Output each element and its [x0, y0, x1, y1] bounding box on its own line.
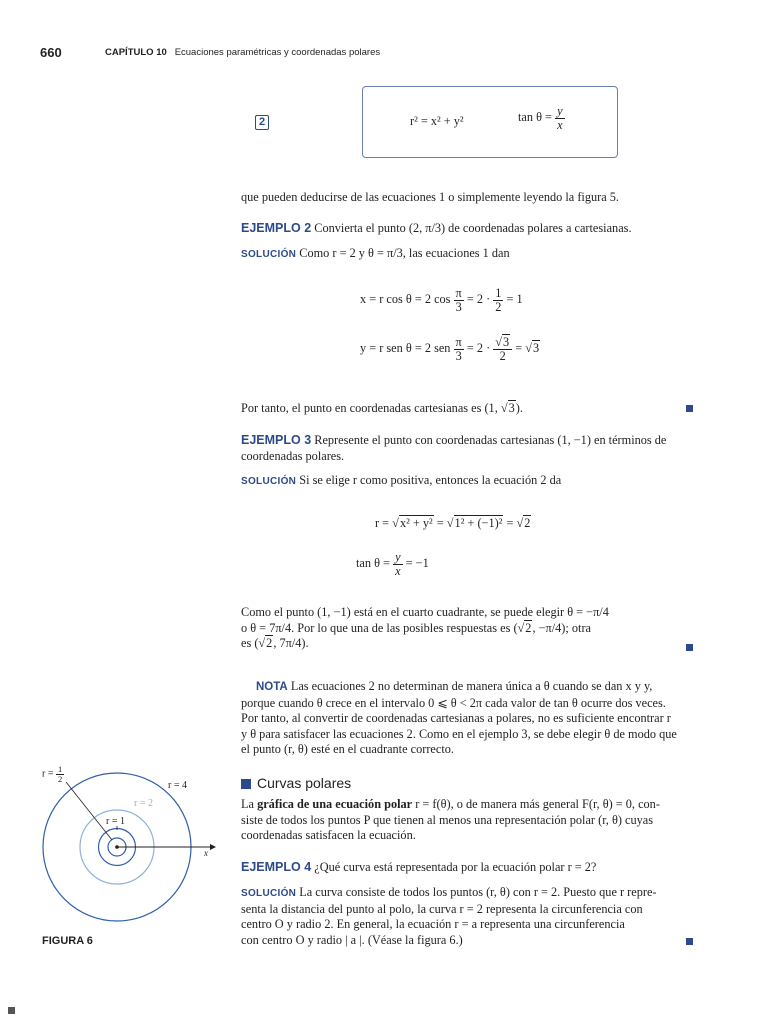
- ejemplo2-solution: [241, 246, 510, 261]
- curvas-line1-post: r = f(θ), o de manera más general F(r, θ) = 0, con-: [415, 797, 660, 811]
- label-r-half: [42, 765, 64, 784]
- ej3-p-line2-pre: o θ = 7π/4. Por lo que una de las posibles respuestas es (: [241, 620, 518, 635]
- tan-lhs: tan θ =: [518, 110, 552, 125]
- eq-x-three: 3: [455, 299, 462, 314]
- equation-number-badge: 2: [255, 115, 269, 130]
- label-x-axis: x: [204, 848, 208, 858]
- tan-num: y: [557, 104, 563, 118]
- ejemplo4-label: EJEMPLO 4: [241, 860, 312, 874]
- nota-line3: Por tanto, al convertir de coordenadas cartesianas a polares, no es suficiente encontrar r: [241, 711, 671, 725]
- eq-tan-den: x: [395, 563, 401, 578]
- label-r2: r = 2: [134, 798, 153, 809]
- eq-tan-num: y: [395, 550, 401, 564]
- eq-y-lhs: y = r sen θ = 2 sen: [360, 341, 451, 356]
- r-half-prefix: r =: [42, 768, 54, 780]
- label-r1: r = 1: [106, 816, 125, 827]
- eq-y-pi: π: [455, 335, 462, 349]
- conclusion-sqrt3: 3: [508, 401, 515, 415]
- ejemplo3-sol-label: SOLUCIÓN: [241, 476, 297, 487]
- curvas-line2: siste de todos los puntos P que tienen al menos una representación polar (r, θ) cuyas: [241, 812, 654, 827]
- ej3-p-line3-post: , 7π/4).: [273, 636, 309, 650]
- chapter-title: Ecuaciones paramétricas y coordenadas polares: [174, 47, 381, 58]
- eq-x-two: 2: [495, 299, 502, 314]
- eq-x-end: = 1: [506, 292, 523, 307]
- nota-paragraph: [241, 679, 701, 758]
- ejemplo3-sol-text: Si se elige r como positiva, entonces la ecuación 2 da: [299, 473, 562, 487]
- leader-r-half: [66, 782, 112, 840]
- ejemplo3-label: EJEMPLO 3: [241, 433, 312, 447]
- eq-r-sqrt2: 1² + (−1)²: [454, 516, 503, 530]
- nota-line2: porque cuando θ crece en el intervalo 0 ⩽ θ < 2π cada valor de tan θ ocurre dos veces.: [241, 695, 666, 710]
- conclusion-pre: Por tanto, el punto en coordenadas cartesianas es (1,: [241, 401, 498, 415]
- nota-line4: y θ para satisfacer las ecuaciones 2. Como en el ejemplo 3, se debe elegir θ de modo que: [241, 726, 677, 741]
- eq-x-pi: π: [455, 286, 462, 300]
- ej4-line1: La curva consiste de todos los puntos (r, θ) con r = 2. Puesto que r repre-: [299, 885, 657, 899]
- nota-label: NOTA: [256, 681, 288, 693]
- equation-r-squared: r² = x² + y²: [410, 114, 464, 128]
- ejemplo3-equation-r: r = √x² + y² = √1² + (−1)² = √2: [375, 516, 531, 530]
- eq-y-sqrt3-result: 3: [533, 341, 540, 356]
- page-number: 660: [40, 45, 62, 60]
- ej3-p-line1: Como el punto (1, −1) está en el cuarto cuadrante, se puede elegir θ = −π/4: [241, 605, 609, 619]
- ejemplo3-statement: [241, 433, 701, 464]
- ejemplo3-text-line2: coordenadas polares.: [241, 448, 345, 463]
- r-half-num: 1: [57, 764, 63, 774]
- equation-tan-theta: [518, 105, 565, 132]
- ej3-p-line2-post: , −π/4); otra: [532, 620, 592, 635]
- curvas-definition: gráfica de una ecuación polar: [257, 797, 413, 811]
- r-half-den: 2: [57, 773, 63, 784]
- curvas-paragraph: [241, 797, 701, 844]
- ejemplo4-solution: [241, 885, 701, 948]
- section-bullet: [241, 779, 251, 789]
- eq-x-lhs: x = r cos θ = 2 cos: [360, 292, 451, 307]
- eq-tan-rhs: = −1: [405, 556, 429, 571]
- eq-y-two: 2: [499, 348, 506, 363]
- ejemplo2-conclusion: Por tanto, el punto en coordenadas cartesianas es (1, √3).: [241, 401, 523, 415]
- ejemplo3-paragraph: Como el punto (1, −1) está en el cuarto cuadrante, se puede elegir θ = −π/4 o θ = 7π/4. Por lo que una de las posibles respuestas es (√2, −π/4); otra es (√2, 7π/4).: [241, 605, 609, 650]
- running-header: [105, 47, 380, 58]
- figure6-caption: FIGURA 6: [42, 935, 93, 947]
- tan-den: x: [557, 117, 563, 132]
- ejemplo4-text: ¿Qué curva está representada por la ecuación polar r = 2?: [314, 860, 597, 874]
- end-of-proof-mark: [686, 938, 693, 945]
- eq-x-one: 1: [495, 286, 502, 300]
- ejemplo2-sol-text: Como r = 2 y θ = π/3, las ecuaciones 1 dan: [299, 246, 510, 260]
- eq-tan-lhs: tan θ =: [356, 556, 390, 571]
- figure6-diagram: [30, 760, 230, 935]
- nota-line5: el punto (r, θ) esté en el cuadrante correcto.: [241, 742, 454, 756]
- eq-x-mid: = 2 ·: [466, 292, 491, 307]
- equation-box: [362, 86, 618, 158]
- section-title: Curvas polares: [257, 775, 352, 791]
- ejemplo2-text: Convierta el punto (2, π/3) de coordenadas polares a cartesianas.: [314, 221, 632, 235]
- eq-y-three: 3: [455, 348, 462, 363]
- ejemplo2-label: EJEMPLO 2: [241, 221, 312, 235]
- ejemplo3-solution: [241, 473, 561, 488]
- eq-r-sqrt1: x² + y²: [399, 516, 433, 530]
- ejemplo2-sol-label: SOLUCIÓN: [241, 249, 297, 260]
- ejemplo2-statement: [241, 221, 632, 236]
- eq-r-sqrt3: 2: [524, 516, 531, 530]
- ej4-line2: senta la distancia del punto al polo, la curva r = 2 representa la circunferencia con: [241, 901, 643, 916]
- ejemplo4-statement: [241, 860, 596, 875]
- curvas-line3: coordenadas satisfacen la ecuación.: [241, 828, 416, 842]
- tan-fraction: [555, 105, 564, 132]
- ej3-p-line3-pre: es (: [241, 636, 259, 650]
- ej3-p-line3-sqrt: 2: [266, 636, 273, 650]
- ejemplo3-equation-tan: [356, 551, 429, 578]
- ej3-p-line2-sqrt: 2: [525, 620, 532, 635]
- ejemplo2-equation-y: y = r sen θ = 2 sen $\frac{\pi}{3}$ = 2 · $\frac{√3}{2}$ = √3: [360, 335, 540, 363]
- end-of-proof-mark: [686, 405, 693, 412]
- nota-line1: Las ecuaciones 2 no determinan de manera única a θ cuando se dan x y y,: [290, 679, 653, 693]
- eq-y-end: =: [515, 341, 523, 356]
- curvas-line1-pre: La: [241, 797, 254, 811]
- intro-text: que pueden deducirse de las ecuaciones 1 o simplemente leyendo la figura 5.: [241, 190, 619, 204]
- page-corner-mark: [8, 1007, 15, 1014]
- chapter-label: CAPÍTULO 10: [105, 47, 167, 58]
- eq-r-lhs: r =: [375, 516, 390, 530]
- label-r4: r = 4: [168, 780, 187, 791]
- end-of-proof-mark: [686, 644, 693, 651]
- ejemplo4-sol-label: SOLUCIÓN: [241, 888, 297, 899]
- x-axis-arrow: [210, 844, 216, 850]
- eq-y-mid: = 2 ·: [466, 341, 491, 356]
- conclusion-post: ).: [515, 401, 523, 415]
- eq-y-sqrt3-num: 3: [503, 335, 510, 349]
- ej4-line3: centro O y radio 2. En general, la ecuación r = a representa una circunferencia: [241, 917, 625, 931]
- ej4-line4: con centro O y radio | a |. (Véase la figura 6.): [241, 932, 463, 947]
- ejemplo2-equation-x: [360, 287, 523, 314]
- ejemplo3-text-line1: Represente el punto con coordenadas cartesianas (1, −1) en términos de: [314, 433, 667, 447]
